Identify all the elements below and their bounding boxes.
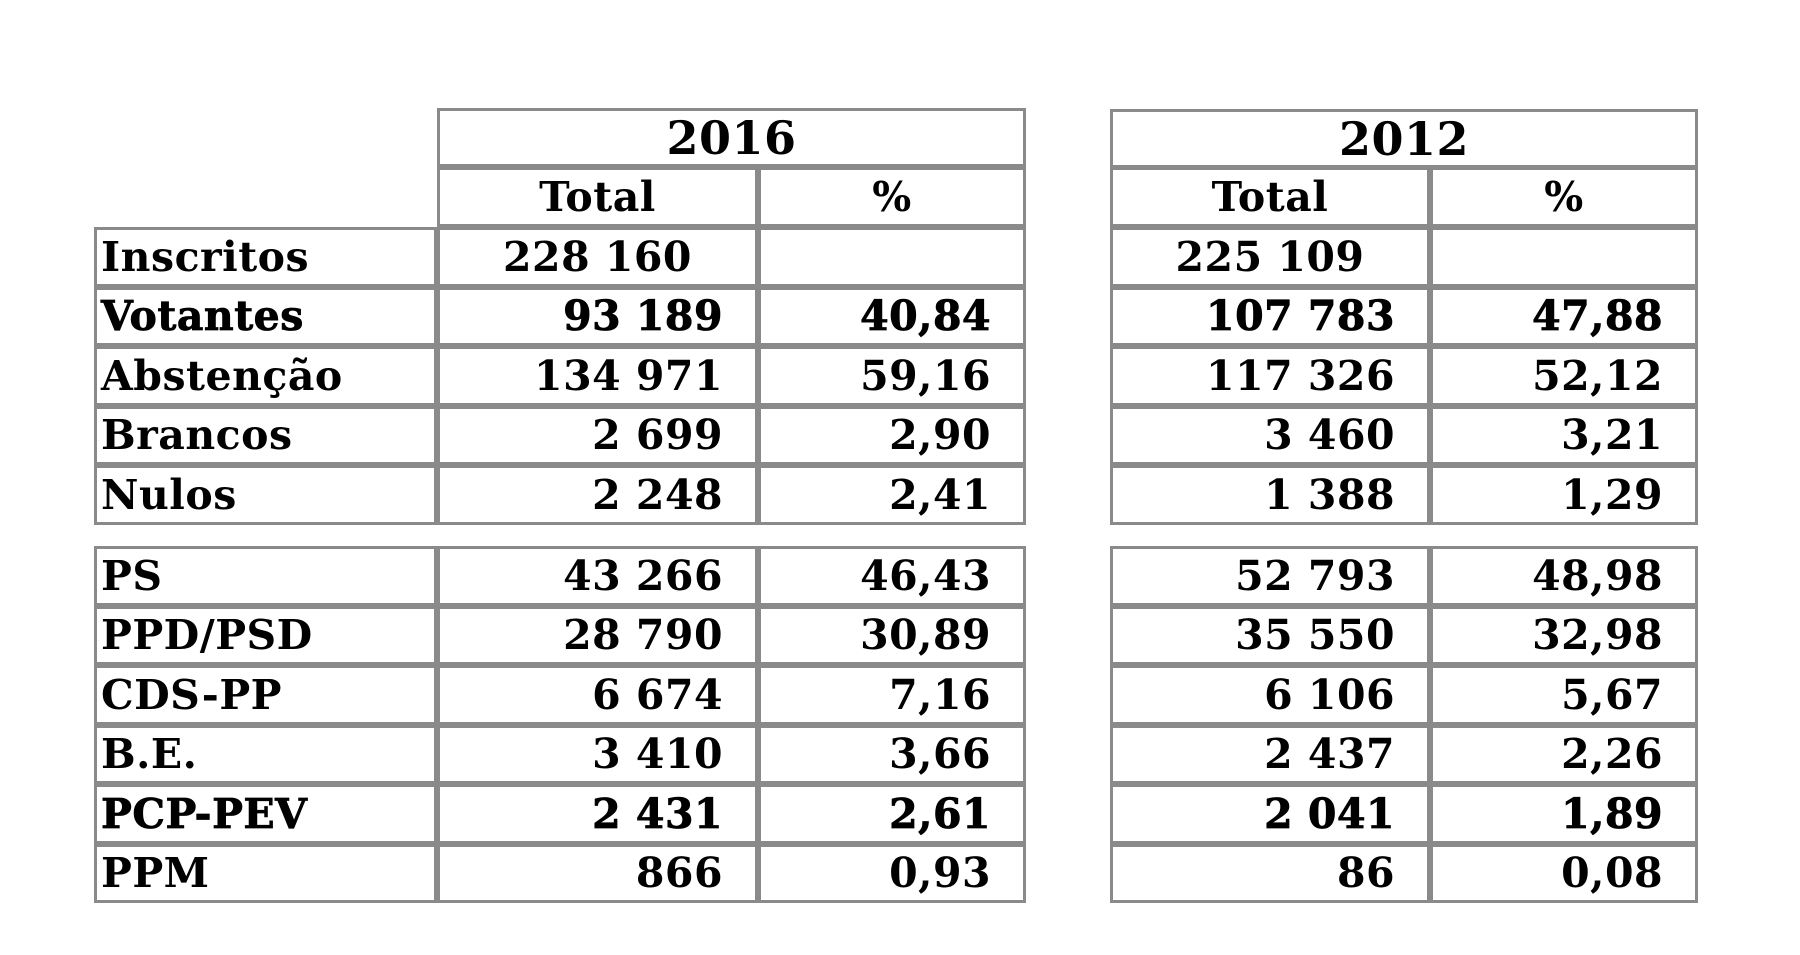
total-2012-pcp-pev: 2 041	[1110, 784, 1430, 844]
percent-2016-absten-o: 59,16	[758, 346, 1026, 406]
row-label-ppd-psd: PPD/PSD	[94, 606, 437, 665]
percent-2016-votantes: 40,84	[758, 287, 1026, 346]
percent-2016-b-e-: 3,66	[758, 725, 1026, 784]
percent-2016-brancos: 2,90	[758, 406, 1026, 465]
percent-2012-pcp-pev: 1,89	[1430, 784, 1698, 844]
percent-2016-cds-pp: 7,16	[758, 665, 1026, 725]
percent-2012-cds-pp: 5,67	[1430, 665, 1698, 725]
percent-2012-ppm: 0,08	[1430, 844, 1698, 903]
total-2016-ppd-psd: 28 790	[437, 606, 758, 665]
row-label-absten-o: Abstenção	[94, 346, 437, 406]
row-label-inscritos: Inscritos	[94, 227, 437, 287]
total-2012-ppm: 86	[1110, 844, 1430, 903]
total-2016-b-e-: 3 410	[437, 725, 758, 784]
percent-2016-nulos: 2,41	[758, 465, 1026, 525]
row-label-ps: PS	[94, 546, 437, 606]
row-label-nulos: Nulos	[94, 465, 437, 525]
percent-2012-ps: 48,98	[1430, 546, 1698, 606]
column-header-total-2016: Total	[437, 167, 758, 227]
column-header-total-2012: Total	[1110, 167, 1430, 227]
year-header-2012: 2012	[1110, 109, 1698, 168]
percent-2012-absten-o: 52,12	[1430, 346, 1698, 406]
percent-2016-ps: 46,43	[758, 546, 1026, 606]
column-header-percent-2012: %	[1430, 167, 1698, 227]
percent-2012-inscritos	[1430, 227, 1698, 287]
total-2012-ps: 52 793	[1110, 546, 1430, 606]
total-2016-absten-o: 134 971	[437, 346, 758, 406]
total-2016-cds-pp: 6 674	[437, 665, 758, 725]
total-2016-ppm: 866	[437, 844, 758, 903]
total-2012-absten-o: 117 326	[1110, 346, 1430, 406]
percent-2016-ppd-psd: 30,89	[758, 606, 1026, 665]
percent-2012-votantes: 47,88	[1430, 287, 1698, 346]
percent-2012-nulos: 1,29	[1430, 465, 1698, 525]
total-2016-inscritos: 228 160	[437, 227, 758, 287]
row-label-cds-pp: CDS-PP	[94, 665, 437, 725]
total-2016-ps: 43 266	[437, 546, 758, 606]
total-2012-inscritos: 225 109	[1110, 227, 1430, 287]
row-label-brancos: Brancos	[94, 406, 437, 465]
percent-2016-pcp-pev: 2,61	[758, 784, 1026, 844]
row-label-ppm: PPM	[94, 844, 437, 903]
year-header-2016: 2016	[437, 108, 1026, 167]
total-2012-brancos: 3 460	[1110, 406, 1430, 465]
row-label-b-e-: B.E.	[94, 725, 437, 784]
percent-2016-inscritos	[758, 227, 1026, 287]
total-2016-brancos: 2 699	[437, 406, 758, 465]
percent-2012-ppd-psd: 32,98	[1430, 606, 1698, 665]
total-2012-b-e-: 2 437	[1110, 725, 1430, 784]
total-2016-votantes: 93 189	[437, 287, 758, 346]
percent-2016-ppm: 0,93	[758, 844, 1026, 903]
total-2012-ppd-psd: 35 550	[1110, 606, 1430, 665]
total-2012-votantes: 107 783	[1110, 287, 1430, 346]
percent-2012-brancos: 3,21	[1430, 406, 1698, 465]
row-label-votantes: Votantes	[94, 287, 437, 346]
percent-2012-b-e-: 2,26	[1430, 725, 1698, 784]
total-2012-cds-pp: 6 106	[1110, 665, 1430, 725]
total-2016-nulos: 2 248	[437, 465, 758, 525]
row-label-pcp-pev: PCP-PEV	[94, 784, 437, 844]
column-header-percent-2016: %	[758, 167, 1026, 227]
total-2016-pcp-pev: 2 431	[437, 784, 758, 844]
total-2012-nulos: 1 388	[1110, 465, 1430, 525]
